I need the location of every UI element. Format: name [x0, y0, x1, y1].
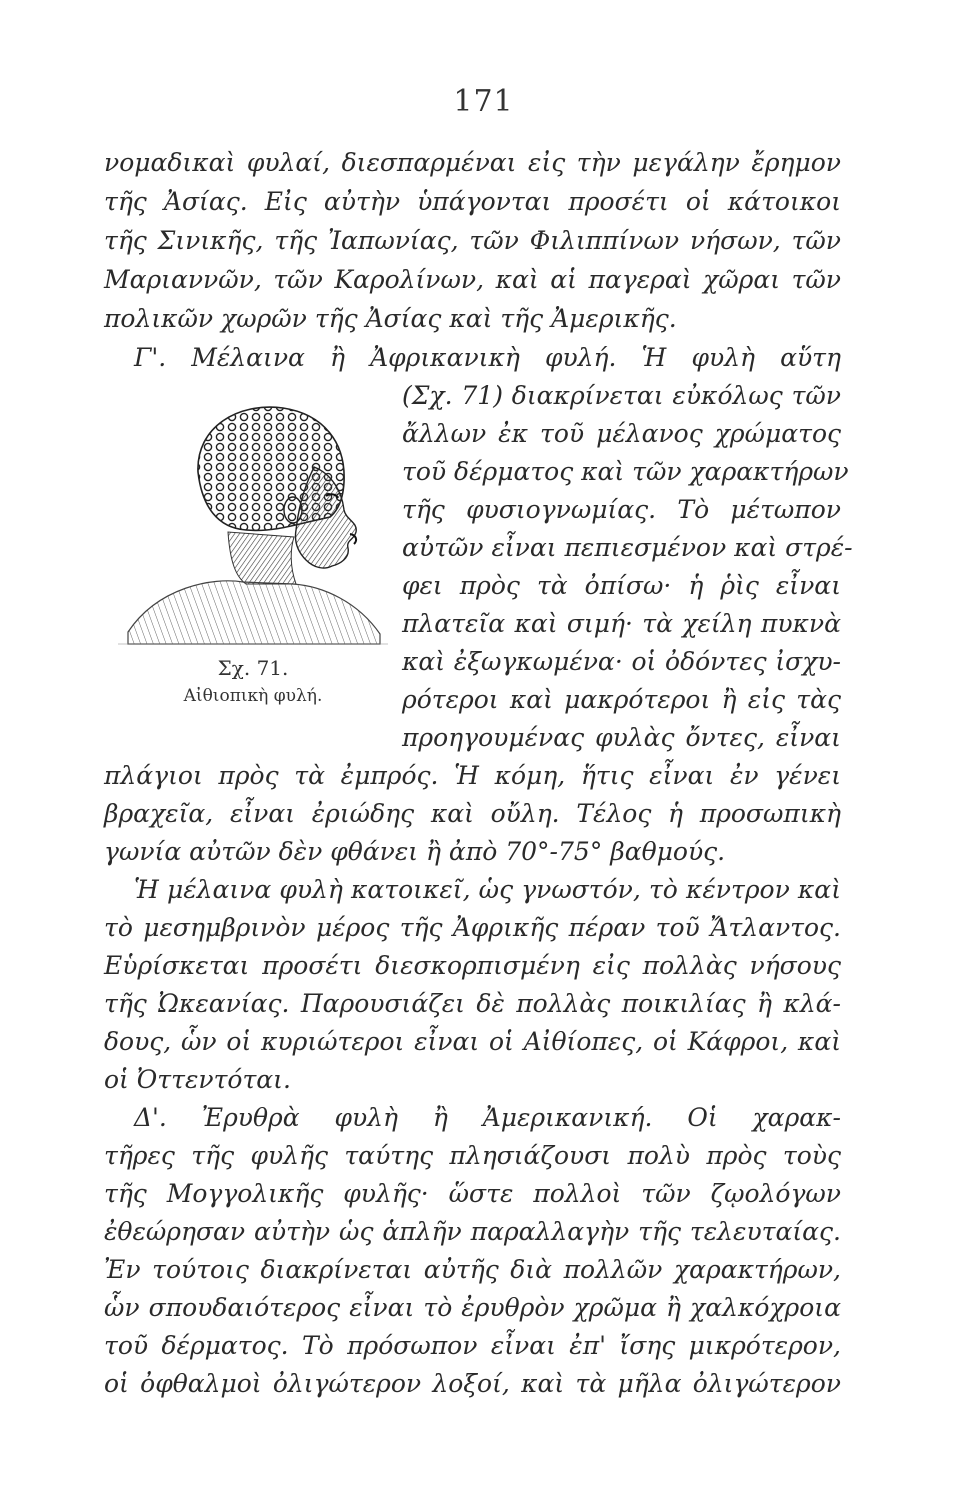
text-line: ἐθεώρησαν αὐτὴν ὡς ἁπλῆν παραλλαγὴν τῆς τελευταίας. — [104, 1217, 841, 1246]
text-line: πλατεῖα καὶ σιμή· τὰ χείλη πυκνὰ — [402, 609, 841, 638]
text-line: τῆς Ἀσίας. Εἰς αὐτὴν ὑπάγονται προσέτι οἱ κάτοικοι — [104, 187, 841, 216]
text-line: Ἐν τούτοις διακρίνεται αὐτῆς διὰ πολλῶν χαρακτήρων, — [104, 1255, 841, 1284]
text-line: Εὑρίσκεται προσέτι διεσκορπισμένη εἰς πολλὰς νήσους — [104, 951, 841, 980]
text-line: τοῦ δέρματος. Τὸ πρόσωπον εἶναι ἐπ' ἴσης μικρότερον, — [104, 1331, 841, 1360]
section-heading-line: Δ'. Ἐρυθρὰ φυλὴ ἢ Ἀμερικανική. Οἱ χαρακ- — [134, 1103, 841, 1132]
text-line: τῆς Ὠκεανίας. Παρουσιάζει δὲ πολλὰς ποικιλίας ἢ κλά- — [104, 989, 841, 1018]
text-line: φει πρὸς τὰ ὀπίσω· ἡ ῥὶς εἶναι — [402, 571, 841, 600]
text-line: πολικῶν χωρῶν τῆς Ἀσίας καὶ τῆς Ἀμερικῆς. — [104, 304, 677, 333]
figure-caption: Αἰθιοπικὴ φυλή. — [183, 686, 323, 706]
text-line: καὶ ἐξωγκωμένα· οἱ ὀδόντες ἰσχυ- — [402, 647, 841, 676]
figure-number: Σχ. 71. — [217, 656, 289, 680]
text-line: νομαδικαὶ φυλαί, διεσπαρμέναι εἰς τὴν μεγάλην ἔρημον — [104, 148, 841, 177]
text-line: τῆς Μογγολικῆς φυλῆς· ὥστε πολλοὶ τῶν ζῳολόγων — [104, 1179, 841, 1208]
text-line: Ἡ μέλαινα φυλὴ κατοικεῖ, ὡς γνωστόν, τὸ κέντρον καὶ — [134, 875, 841, 904]
text-line: βραχεῖα, εἶναι ἐριώδης καὶ οὔλη. Τέλος ἡ προσωπικὴ — [104, 799, 841, 828]
text-line: ἄλλων ἐκ τοῦ μέλανος χρώματος — [402, 419, 841, 448]
text-line: οἱ Ὀττεντόται. — [104, 1065, 291, 1094]
portrait-engraving — [118, 372, 388, 652]
text-line: ρότεροι καὶ μακρότεροι ἢ εἰς τὰς — [402, 685, 841, 714]
text-line: πλάγιοι πρὸς τὰ ἐμπρός. Ἡ κόμη, ἥτις εἶναι ἐν γένει — [104, 761, 841, 790]
text-line: (Σχ. 71) διακρίνεται εὐκόλως τῶν — [402, 381, 841, 410]
text-line: αὐτῶν εἶναι πεπιεσμένον καὶ στρέ- — [402, 533, 853, 562]
text-line: γωνία αὐτῶν δὲν φθάνει ἢ ἀπὸ 70°-75° βαθμούς. — [104, 837, 726, 866]
section-heading-line: Γ'. Μέλαινα ἢ Ἀφρικανικὴ φυλή. Ἡ φυλὴ αὕτη — [134, 343, 841, 372]
text-line: Μαριαννῶν, τῶν Καρολίνων, καὶ αἱ παγεραὶ χῶραι τῶν — [104, 265, 841, 294]
text-line: τῆς φυσιογνωμίας. Τὸ μέτωπον — [402, 495, 841, 524]
text-line: οἱ ὀφθαλμοὶ ὀλιγώτερον λοξοί, καὶ τὰ μῆλα ὀλιγώτερον — [104, 1369, 841, 1398]
text-line: ὧν σπουδαιότερος εἶναι τὸ ἐρυθρὸν χρῶμα ἢ χαλκόχροια — [104, 1293, 841, 1322]
text-line: τοῦ δέρματος καὶ τῶν χαρακτήρων — [402, 457, 849, 486]
text-line: προηγουμένας φυλὰς ὄντες, εἶναι — [402, 723, 841, 752]
page-number: 171 — [453, 84, 514, 119]
text-line: τῆρες τῆς φυλῆς ταύτης πλησιάζουσι πολὺ πρὸς τοὺς — [104, 1141, 841, 1170]
text-line: τὸ μεσημβρινὸν μέρος τῆς Ἀφρικῆς πέραν τοῦ Ἄτλαντος. — [104, 913, 841, 942]
text-line: δους, ὧν οἱ κυριώτεροι εἶναι οἱ Αἰθίοπες, οἱ Κάφροι, καὶ — [104, 1027, 841, 1056]
text-line: τῆς Σινικῆς, τῆς Ἰαπωνίας, τῶν Φιλιππίνων νήσων, τῶν — [104, 226, 841, 255]
